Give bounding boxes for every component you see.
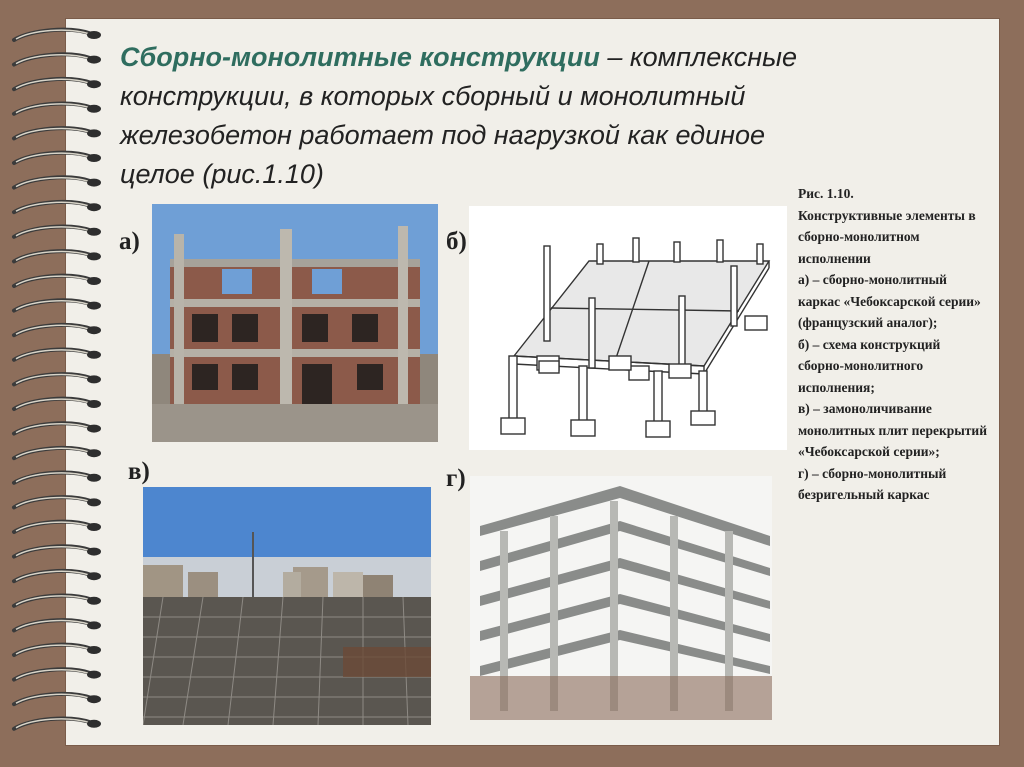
spiral-ring — [14, 128, 101, 138]
spiral-ring — [14, 202, 101, 212]
spiral-ring — [14, 177, 101, 187]
spiral-ring — [14, 104, 101, 114]
label-v: в) — [128, 458, 150, 485]
figure-caption: Рис. 1.10. Конструктивные элементы в сборно-монолитном исполнении а) – сборно-монолитный каркас «Чебоксарской серии» (французский аналог); б) – схема конструкций сборно-монолитного исполнения; в) – замоноличивание монолитных плит перекрытий «Чебоксарской серии»; г) – сборно-монолитный безригельный каркас — [798, 186, 987, 502]
spiral-binding-icon — [0, 0, 110, 767]
spiral-ring — [14, 448, 101, 458]
spiral-ring — [14, 399, 101, 409]
spiral-ring — [14, 473, 101, 483]
spiral-ring — [14, 300, 101, 310]
spiral-ring — [14, 596, 101, 606]
spiral-ring — [14, 719, 101, 729]
spiral-ring — [14, 153, 101, 163]
spiral-ring — [14, 350, 101, 360]
spiral-ring — [14, 546, 101, 556]
spiral-ring — [14, 423, 101, 433]
label-g: г) — [446, 465, 466, 492]
spiral-ring — [14, 30, 101, 40]
title-figure-ref: (рис.1.10) — [202, 159, 324, 189]
spiral-ring — [14, 276, 101, 286]
spiral-ring — [14, 497, 101, 507]
spiral-ring — [14, 374, 101, 384]
spiral-ring — [14, 79, 101, 89]
title-term: Сборно-монолитные конструкции — [120, 42, 600, 72]
spiral-ring — [14, 54, 101, 64]
photo-g-beamless-frame — [470, 476, 772, 720]
spiral-ring — [14, 522, 101, 532]
spiral-ring — [14, 325, 101, 335]
spiral-ring — [14, 645, 101, 655]
spiral-ring — [14, 251, 101, 261]
label-b: б) — [446, 228, 467, 255]
slide-title — [120, 38, 800, 194]
photo-v-slab-reinforcement — [143, 487, 431, 725]
spiral-ring — [14, 571, 101, 581]
schematic-b-structure — [469, 206, 787, 450]
spiral-ring — [14, 694, 101, 704]
title-definition: – комплексные конструкции, в которых сборный и монолитный железобетон работает под нагрузкой как единое целое — [120, 42, 797, 189]
photo-a-precast-frame — [152, 204, 438, 442]
spiral-ring — [14, 227, 101, 237]
spiral-ring — [14, 669, 101, 679]
label-a: а) — [119, 228, 140, 255]
spiral-ring — [14, 620, 101, 630]
